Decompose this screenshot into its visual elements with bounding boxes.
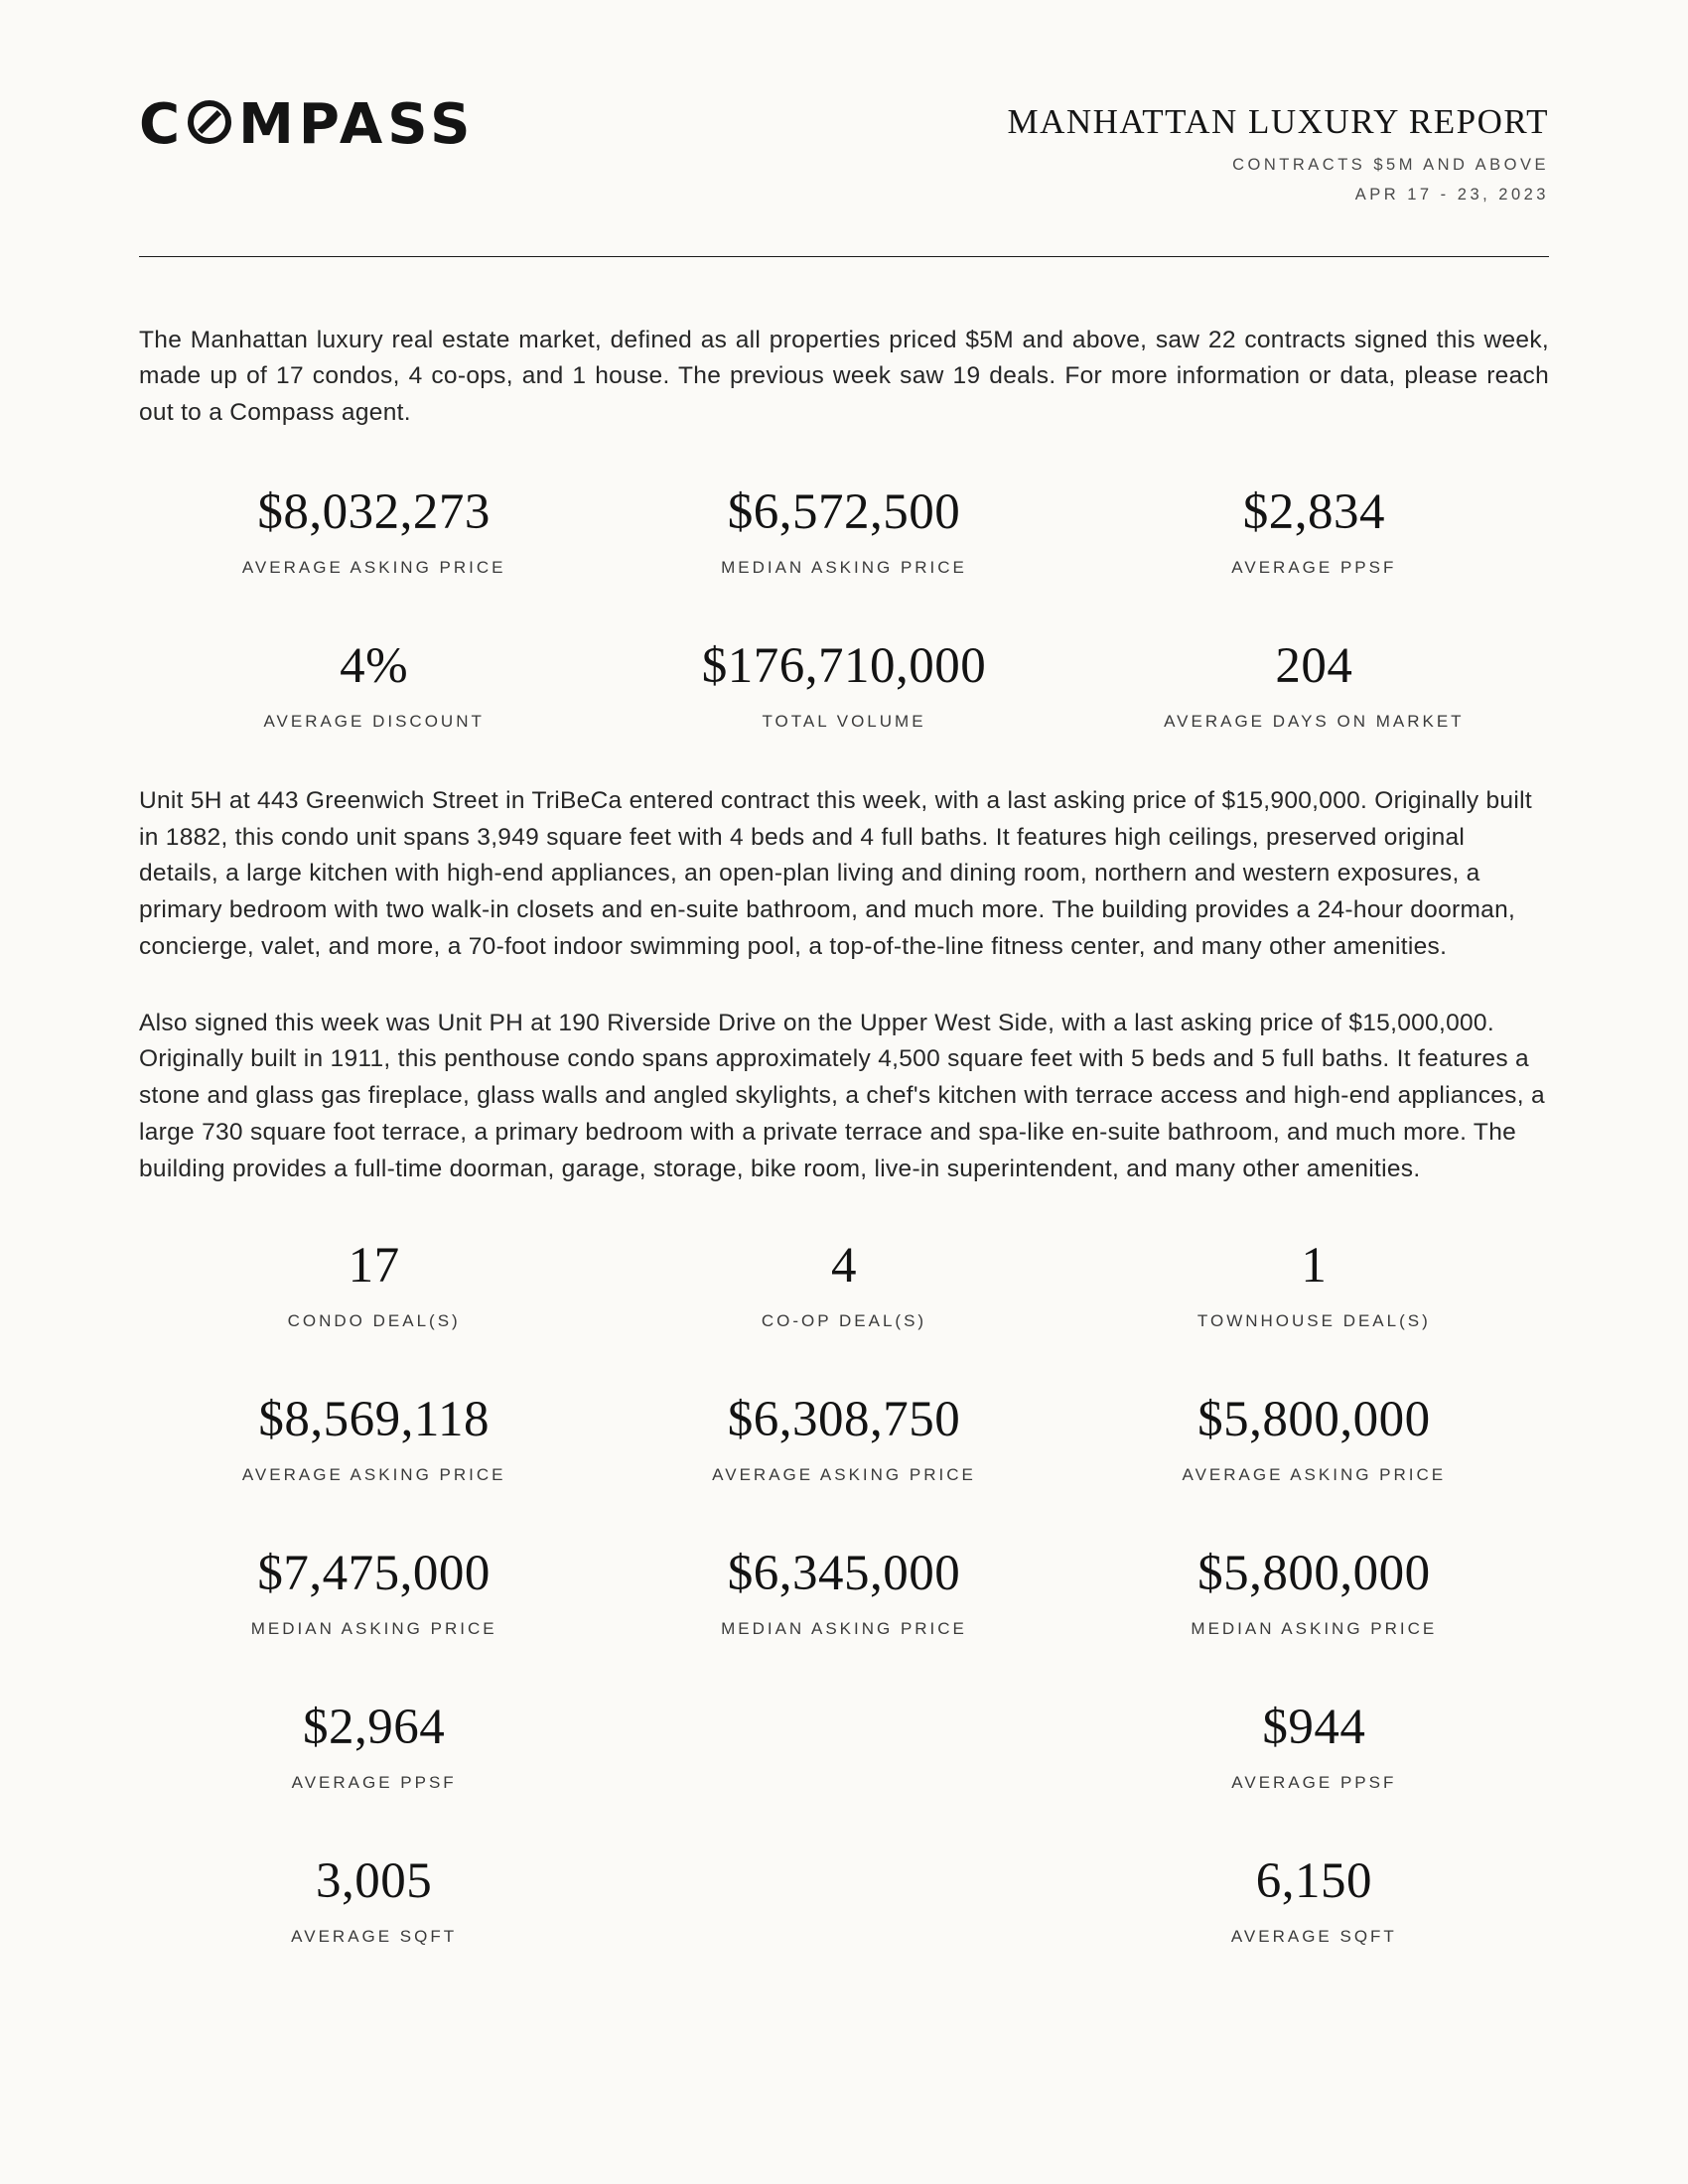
stat-townhouse-average-ppsf xyxy=(1079,1700,1549,1793)
stat-value: $8,569,118 xyxy=(258,1392,490,1448)
stat-value: $944 xyxy=(1262,1700,1366,1756)
empty-cell xyxy=(609,1703,1078,1793)
stat-label: AVERAGE SQFT xyxy=(291,1927,458,1947)
stat-value: $5,800,000 xyxy=(1197,1392,1431,1448)
stat-label: MEDIAN ASKING PRICE xyxy=(721,557,967,577)
stat-value: $6,345,000 xyxy=(727,1546,961,1602)
stat-label: AVERAGE DAYS ON MARKET xyxy=(1164,711,1465,731)
stat-label: AVERAGE PPSF xyxy=(1231,1773,1397,1793)
stat-label: AVERAGE ASKING PRICE xyxy=(1182,1465,1447,1485)
stat-label: AVERAGE DISCOUNT xyxy=(263,711,485,731)
stat-value: 204 xyxy=(1275,637,1353,694)
stat-condo-deals xyxy=(139,1238,609,1331)
stat-label: AVERAGE PPSF xyxy=(1231,557,1397,577)
stat-total-volume xyxy=(609,637,1078,732)
stat-label: MEDIAN ASKING PRICE xyxy=(250,1619,497,1639)
stat-value: $8,032,273 xyxy=(257,483,491,540)
stat-label: AVERAGE ASKING PRICE xyxy=(241,557,506,577)
stat-average-days-on-market xyxy=(1079,637,1549,732)
stat-value: $2,834 xyxy=(1242,483,1385,540)
stat-label: MEDIAN ASKING PRICE xyxy=(1191,1619,1438,1639)
stat-value: $6,308,750 xyxy=(727,1392,961,1448)
header xyxy=(139,92,1549,205)
stat-average-asking-price xyxy=(139,483,609,578)
report-header-block xyxy=(1007,97,1549,205)
stat-townhouse-median-asking-price xyxy=(1079,1546,1549,1639)
stat-townhouse-deals xyxy=(1079,1238,1549,1331)
stat-condo-average-asking-price xyxy=(139,1392,609,1485)
stat-condo-median-asking-price xyxy=(139,1546,609,1639)
stat-value: $2,964 xyxy=(303,1700,446,1756)
stat-label: AVERAGE SQFT xyxy=(1230,1927,1397,1947)
stat-condo-average-ppsf xyxy=(139,1700,609,1793)
stat-value: $6,572,500 xyxy=(727,483,961,540)
stat-value: 17 xyxy=(348,1238,400,1295)
stat-value: $7,475,000 xyxy=(257,1546,491,1602)
stat-townhouse-average-sqft xyxy=(1079,1853,1549,1947)
compass-logo xyxy=(139,92,476,157)
stat-label: AVERAGE ASKING PRICE xyxy=(712,1465,976,1485)
featured-listing-paragraph-2: Also signed this week was Unit PH at 190 Riverside Drive on the Upper West Side, with a last asking price of $15,000,000. Originally built in 1911, this penthouse condo spans approximately 4,500 square feet with 5 beds and 5 full baths. It features a stone and glass gas fireplace, glass walls and angled skylights, a chef's kitchen with terrace access and high-end appliances, a large 730 square foot terrace, a primary bedroom with a private terrace and spa-like en-suite bathroom, and much more. The building provides a full-time doorman, garage, storage, bike room, live-in superintendent, and many other amenities. xyxy=(139,1009,1545,1182)
breakdown-stats-grid xyxy=(139,1238,1549,1947)
stat-condo-average-sqft xyxy=(139,1853,609,1947)
stat-label: MEDIAN ASKING PRICE xyxy=(721,1619,967,1639)
stat-value: 3,005 xyxy=(316,1853,433,1910)
stat-coop-average-asking-price xyxy=(609,1392,1078,1485)
stat-label: CONDO DEAL(S) xyxy=(287,1311,461,1331)
empty-cell xyxy=(609,1856,1078,1947)
stat-label: AVERAGE ASKING PRICE xyxy=(241,1465,506,1485)
stat-value: 6,150 xyxy=(1255,1853,1372,1910)
stat-value: 4% xyxy=(340,637,409,694)
stat-value: 4 xyxy=(830,1238,857,1295)
compass-o-icon xyxy=(188,100,231,144)
report-subtitle: CONTRACTS $5M AND ABOVE xyxy=(1232,155,1549,174)
report-date-range: APR 17 - 23, 2023 xyxy=(1354,185,1549,204)
report-title: MANHATTAN LUXURY REPORT xyxy=(1007,102,1549,141)
stat-average-ppsf xyxy=(1079,483,1549,578)
compass-needle-icon xyxy=(198,110,221,134)
stat-average-discount xyxy=(139,637,609,732)
intro-paragraph: The Manhattan luxury real estate market, defined as all properties priced $5M and above, saw 22 contracts signed this week, made up of 17 condos, 4 co-ops, and 1 house. The previous week saw 19 deals. For more information or data, please reach out to a Compass agent. xyxy=(139,326,1549,426)
summary-stats-grid xyxy=(139,483,1549,732)
stat-townhouse-average-asking-price xyxy=(1079,1392,1549,1485)
stat-label: TOTAL VOLUME xyxy=(762,711,926,731)
stat-value: 1 xyxy=(1301,1238,1328,1295)
stat-label: AVERAGE PPSF xyxy=(291,1773,457,1793)
logo-text-left: C xyxy=(139,92,186,157)
stat-median-asking-price xyxy=(609,483,1078,578)
stat-value: $5,800,000 xyxy=(1197,1546,1431,1602)
stat-label: CO-OP DEAL(S) xyxy=(761,1311,927,1331)
stat-value: $176,710,000 xyxy=(701,637,987,694)
header-divider xyxy=(139,256,1549,257)
stat-coop-deals xyxy=(609,1238,1078,1331)
logo-text-right: MPASS xyxy=(238,92,476,157)
stat-label: TOWNHOUSE DEAL(S) xyxy=(1196,1311,1431,1331)
featured-listing-paragraph-1: Unit 5H at 443 Greenwich Street in TriBeCa entered contract this week, with a last asking price of $15,900,000. Originally built in 1882, this condo unit spans 3,949 square feet with 4 beds and 4 full baths. It features high ceilings, preserved original details, a large kitchen with high-end appliances, an open-plan living and dining room, northern and western exposures, a primary bedroom with two walk-in closets and en-suite bathroom, and much more. The building provides a 24-hour doorman, concierge, valet, and more, a 70-foot indoor swimming pool, a top-of-the-line fitness center, and many other amenities. xyxy=(139,786,1532,960)
stat-coop-median-asking-price xyxy=(609,1546,1078,1639)
